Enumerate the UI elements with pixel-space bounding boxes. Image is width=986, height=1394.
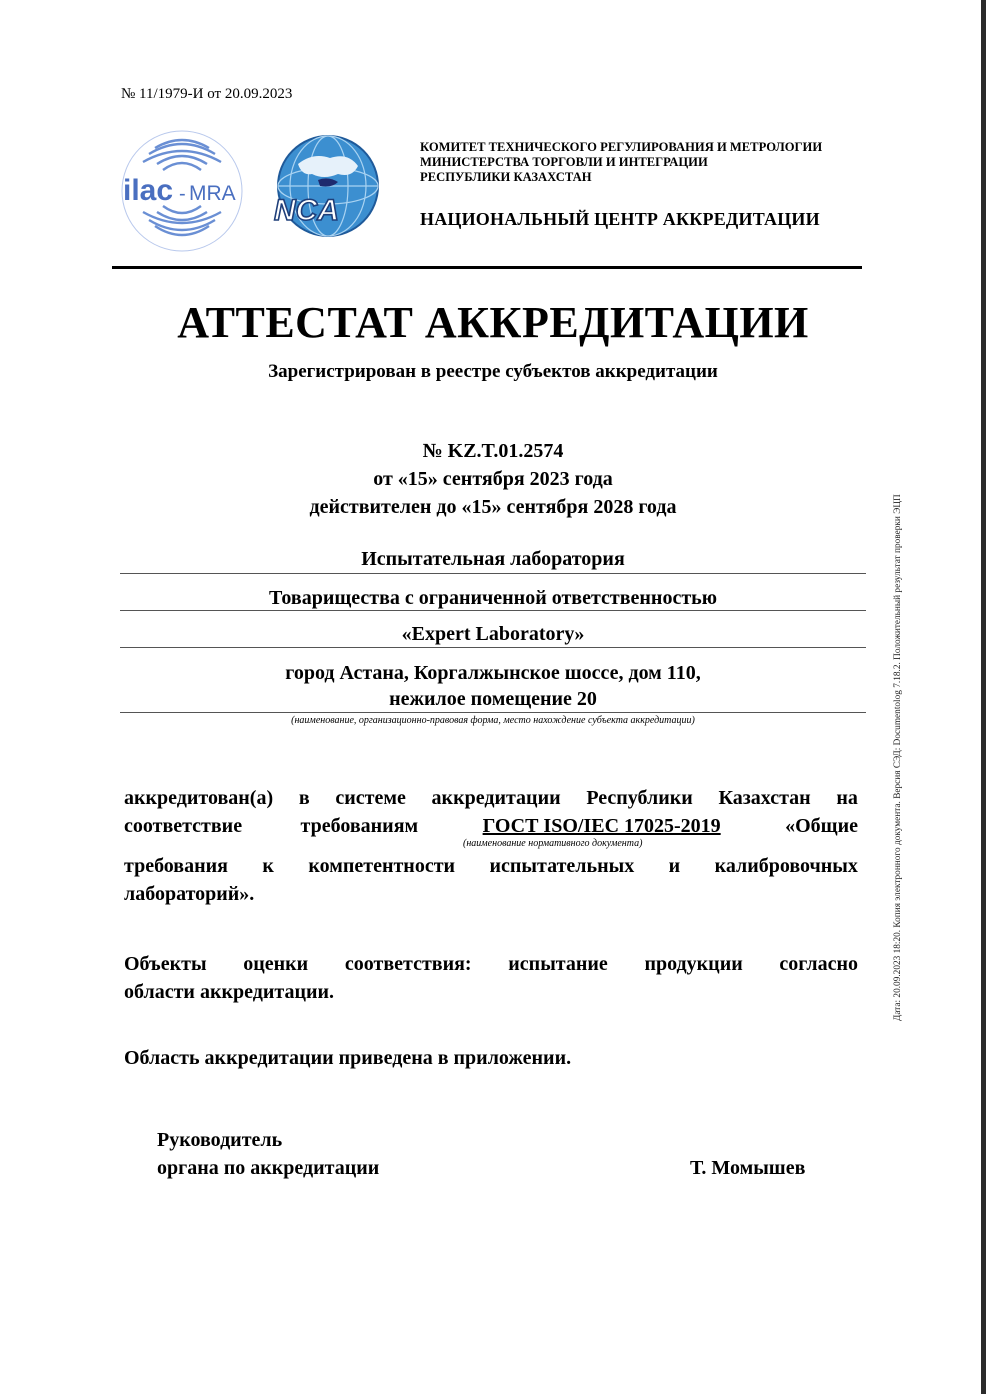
word: Объекты bbox=[124, 953, 207, 975]
page-edge bbox=[981, 0, 986, 1394]
word: калибровочных bbox=[714, 855, 858, 877]
word: соответствие bbox=[124, 815, 243, 837]
standard-caption: (наименование нормативного документа) bbox=[463, 838, 643, 849]
accreditation-line-2 bbox=[124, 812, 858, 840]
word: Казахстан bbox=[718, 787, 811, 809]
certificate-issue-date: от «15» сентября 2023 года bbox=[373, 468, 613, 490]
word: «Общие bbox=[785, 815, 858, 837]
electronic-signature-stamp: Дата: 20.09.2023 18:20. Копия электронного документа. Версия СЭД: Documentolog 7.18.2. Положительный результат проверки ЭЦП bbox=[893, 494, 903, 1021]
word: соответствия: bbox=[344, 953, 472, 975]
word: согласно bbox=[779, 953, 858, 975]
org-address-line-2: нежилое помещение 20 bbox=[389, 688, 597, 710]
ilac-mra-logo bbox=[119, 128, 245, 254]
org-underline-2 bbox=[120, 610, 866, 611]
accreditation-paragraph bbox=[124, 784, 858, 840]
svg-text:MRA: MRA bbox=[189, 182, 236, 205]
certificate-title: АТТЕСТАТ АККРЕДИТАЦИИ bbox=[177, 298, 809, 347]
accreditation-line-4: лабораторий». bbox=[124, 883, 255, 905]
svg-text:ilac: ilac bbox=[123, 174, 174, 207]
org-underline-1 bbox=[120, 573, 866, 574]
word: оценки bbox=[243, 953, 309, 975]
word: к bbox=[262, 855, 274, 877]
committee-name bbox=[420, 140, 822, 185]
word: требования bbox=[124, 855, 228, 877]
committee-line-2: МИНИСТЕРСТВА ТОРГОВЛИ И ИНТЕГРАЦИИ bbox=[420, 155, 708, 169]
word: в bbox=[298, 787, 310, 809]
committee-line-1: КОМИТЕТ ТЕХНИЧЕСКОГО РЕГУЛИРОВАНИЯ И МЕТРОЛОГИИ bbox=[420, 140, 823, 154]
objects-line-1 bbox=[124, 950, 858, 978]
word: испытательных bbox=[489, 855, 635, 877]
word: Республики bbox=[586, 787, 693, 809]
word: системе bbox=[335, 787, 406, 809]
org-legal-form-line: Товарищества с ограниченной ответственностью bbox=[268, 587, 718, 609]
word: аккредитован(а) bbox=[124, 787, 274, 809]
svg-text:-: - bbox=[179, 183, 186, 205]
header-divider bbox=[112, 266, 862, 269]
objects-paragraph bbox=[124, 950, 858, 1006]
scope-note: Область аккредитации приведена в приложении. bbox=[124, 1047, 572, 1069]
accreditation-center-name: НАЦИОНАЛЬНЫЙ ЦЕНТР АККРЕДИТАЦИИ bbox=[420, 209, 820, 229]
word: компетентности bbox=[308, 855, 456, 877]
word: продукции bbox=[644, 953, 743, 975]
objects-line-2: области аккредитации. bbox=[124, 981, 335, 1003]
standard-name: ГОСТ ISO/IEC 17025-2019 bbox=[482, 815, 721, 837]
svg-text:NCA: NCA bbox=[274, 194, 339, 227]
word: требованиям bbox=[300, 815, 419, 837]
registry-note: Зарегистрирован в реестре субъектов аккредитации bbox=[268, 361, 718, 382]
signatory-name: Т. Момышев bbox=[690, 1157, 806, 1179]
org-underline-3 bbox=[120, 647, 866, 648]
signatory-role-line-2: органа по аккредитации bbox=[157, 1157, 380, 1179]
nca-globe-logo bbox=[268, 134, 390, 244]
word: и bbox=[668, 855, 681, 877]
word: испытание bbox=[508, 953, 608, 975]
org-address-line-1: город Астана, Коргалжынское шоссе, дом 110, bbox=[285, 662, 701, 684]
accreditation-line-1 bbox=[124, 784, 858, 812]
certificate-valid-until: действителен до «15» сентября 2028 года bbox=[309, 496, 677, 518]
certificate-number: № KZ.T.01.2574 bbox=[422, 440, 564, 462]
org-type-line: Испытательная лаборатория bbox=[361, 548, 625, 570]
org-name-line: «Expert Laboratory» bbox=[401, 623, 585, 645]
org-caption: (наименование, организационно-правовая форма, место нахождение субъекта аккредитации) bbox=[291, 715, 695, 726]
signatory-role-line-1: Руководитель bbox=[157, 1129, 283, 1151]
accreditation-paragraph-cont bbox=[124, 852, 858, 908]
committee-line-3: РЕСПУБЛИКИ КАЗАХСТАН bbox=[420, 170, 592, 184]
document-reference: № 11/1979-И от 20.09.2023 bbox=[121, 86, 293, 102]
word: аккредитации bbox=[431, 787, 561, 809]
word: на bbox=[836, 787, 858, 809]
org-underline-4 bbox=[120, 712, 866, 713]
signatory-role bbox=[157, 1126, 379, 1182]
accreditation-line-3 bbox=[124, 852, 858, 880]
